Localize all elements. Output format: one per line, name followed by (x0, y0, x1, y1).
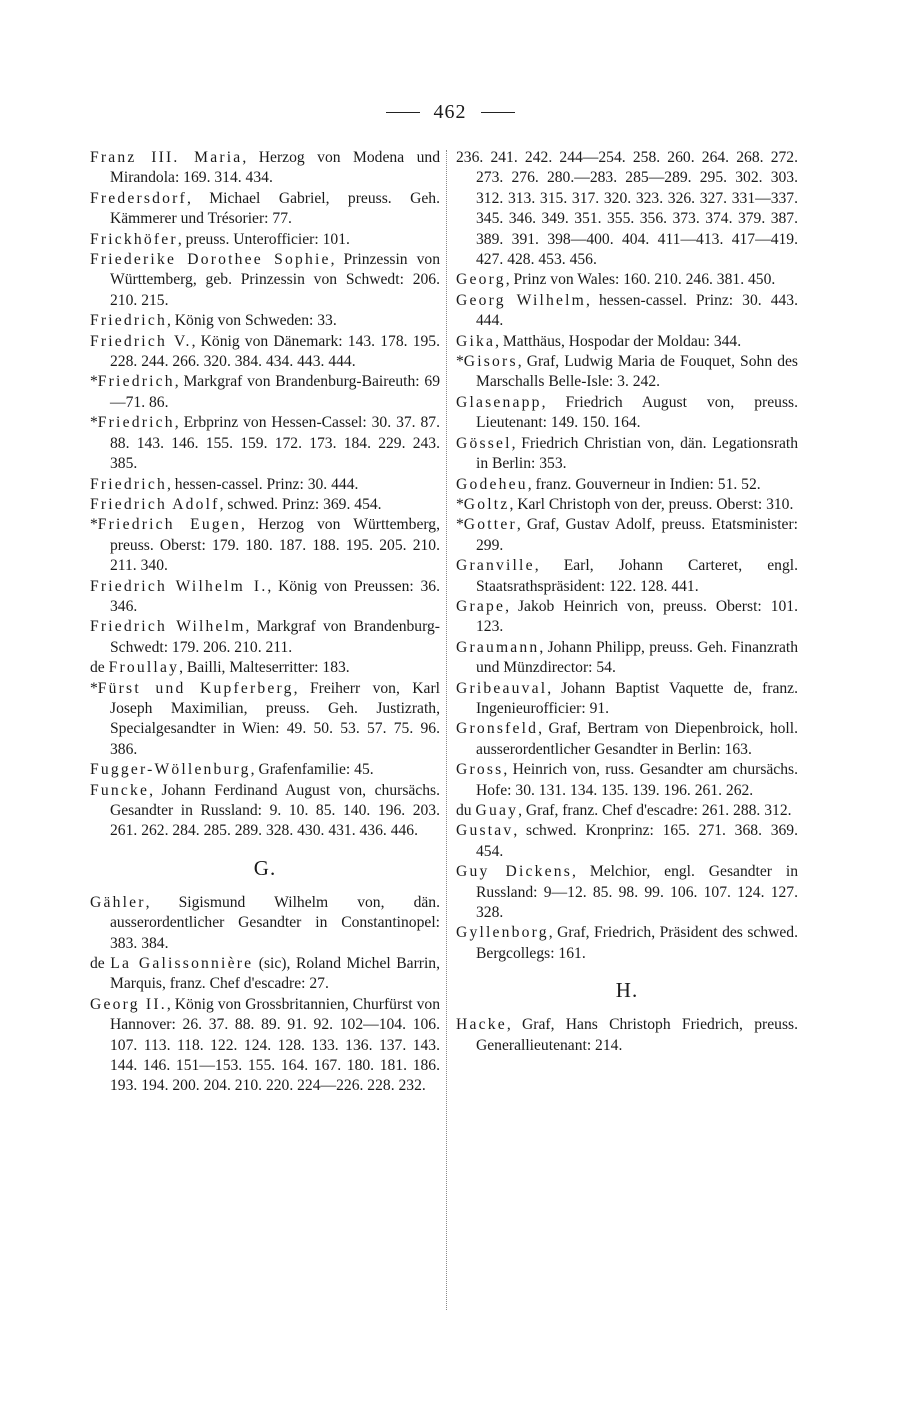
entry-name: Guy Dickens (456, 863, 573, 881)
entry-text: , König von Dänemark: 143. 178. 195. 228. 244. 266. 320. 384. 434. 443. 444. (110, 332, 440, 371)
entry-name: Friedrich (90, 312, 167, 330)
index-entry (90, 311, 440, 331)
entry-name: Friedrich Wilhelm I. (90, 577, 268, 595)
entry-name: Gisors (463, 353, 518, 371)
page-number: 462 (433, 100, 467, 123)
index-entry (90, 495, 440, 515)
entry-text: 236. 241. 242. 244—254. 258. 260. 264. 268. 272. 273. 276. 280.—283. 285—289. 295. 302. 303. 312. 313. 315. 317. 320. 323. 326. 327. 331—337. 345. 346. 349. 351. 355. 356. 373. 374. 379. 387. 389. 391. 398—400. 404. 411—413. 417—419. 427. 428. 453. 456. (456, 149, 798, 269)
entry-text: , Markgraf von Brandenburg-Baireuth: 69—71. 86. (110, 373, 440, 411)
index-entry (90, 475, 440, 495)
entry-asterisk: * (90, 679, 98, 697)
entry-name: Georg (456, 271, 506, 289)
entry-text: , Grafenfamilie: 45. (250, 761, 374, 779)
entry-asterisk: * (456, 353, 464, 371)
entry-name: Franz III. Maria (90, 149, 243, 166)
index-entry (456, 862, 798, 923)
entry-text: , König von Grossbritannien, Churfürst von Hannover: 26. 37. 88. 89. 91. 92. 102—104. 106. 107. 113. 118. 122. 124. 128. 133. 136. 137. 143. 144. 146. 151—153. 155. 164. 167. 180. 181. 186. 193. 194. 200. 204. 210. 220. 224—226. 228. 232. (110, 995, 441, 1095)
entry-name: Gotter (463, 516, 517, 534)
index-entry (456, 291, 798, 332)
index-entry (90, 658, 440, 678)
index-entry (456, 352, 798, 393)
entry-text: (sic), Roland Michel Barrin, Marquis, franz. Chef d'escadre: 27. (110, 955, 440, 993)
entry-text: , Sigismund Wilhelm von, dän. ausserordentlicher Gesandter in Constantinopel: 383. 384. (110, 893, 440, 952)
header-rule-right (481, 112, 515, 113)
entry-name: Friedrich (97, 373, 175, 391)
index-entry-continuation (456, 148, 798, 270)
index-entry (90, 781, 440, 842)
entry-text: , Johann Baptist Vaquette de, franz. Ingenieurofficier: 91. (476, 679, 798, 717)
entry-name: Graumann (456, 638, 540, 656)
page-header (0, 100, 900, 124)
index-entry (90, 413, 440, 474)
entry-name: Glasenapp (456, 393, 542, 411)
entry-text: , Freiherr von, Karl Joseph Maximilian, preuss. Geh. Justizrath, Specialgesandter in Wien: 49. 50. 53. 57. 75. 96. 386. (110, 679, 440, 758)
entry-name: Friedrich V. (90, 332, 192, 350)
column-divider (446, 150, 447, 1310)
entry-asterisk: * (90, 414, 98, 432)
index-entry (456, 475, 798, 495)
section-letter: H. (615, 978, 639, 1003)
entry-text: , Graf, franz. Chef d'escadre: 261. 288. 312. (518, 802, 792, 819)
header-rule-left (386, 112, 420, 113)
entry-name: Gross (456, 761, 504, 779)
entry-text: , Prinzessin von Württemberg, geb. Prinzessin von Schwedt: 206. 210. 215. (110, 251, 440, 309)
entry-name: Friederike Dorothee Sophie (90, 251, 331, 269)
entry-text: , preuss. Unterofficier: 101. (177, 230, 350, 248)
entry-text: , König von Preussen: 36. 346. (110, 577, 440, 615)
index-entry (456, 495, 798, 515)
entry-name: Friedrich Adolf (90, 495, 220, 513)
section-letter: G. (253, 855, 277, 880)
entry-text: , Johann Ferdinand August von, chursächs. Gesandter in Russland: 9. 10. 85. 140. 196. 203. 261. 262. 284. 285. 289. 328. 430. 431. 436. 446. (110, 781, 440, 840)
index-entry (456, 719, 798, 760)
entry-name: Friedrich Eugen (97, 516, 241, 534)
index-entry (456, 1015, 798, 1056)
entry-text: , hessen-cassel. Prinz: 30. 443. 444. (476, 291, 799, 330)
index-entry (456, 801, 798, 821)
entry-text: , franz. Gouverneur in Indien: 51. 52. (527, 475, 761, 493)
entry-text: , Graf, Hans Christoph Friedrich, preuss. Generallieutenant: 214. (476, 1016, 798, 1054)
index-entry (90, 760, 440, 780)
entry-text: , Herzog von Modena und Mirandola: 169. 314. 434. (110, 149, 440, 187)
entry-text: , Bailli, Malteserritter: 183. (179, 659, 350, 677)
entry-asterisk: * (90, 373, 98, 391)
entry-name: Gyllenborg (456, 924, 549, 942)
entry-name: Gähler (90, 893, 146, 911)
entry-name: Fugger-Wöllenburg (90, 761, 251, 779)
entry-name: Hacke (456, 1016, 507, 1034)
entry-name: Godeheu (456, 475, 528, 493)
entry-particle: de (90, 659, 109, 677)
index-entry (456, 679, 798, 720)
entry-name: Friedrich (97, 414, 175, 432)
index-entry (90, 250, 440, 311)
entry-text: , Melchior, engl. Gesandter in Russland: 9—12. 85. 98. 99. 106. 107. 124. 127. 328. (476, 863, 798, 922)
entry-text: , Graf, Ludwig Maria de Fouquet, Sohn des Marschalls Belle-Isle: 3. 242. (476, 353, 798, 391)
index-entry (456, 638, 798, 679)
entry-text: , Karl Christoph von der, preuss. Oberst: 310. (509, 495, 794, 513)
entry-text: , Jakob Heinrich von, preuss. Oberst: 101. 123. (476, 597, 798, 636)
index-column-left (90, 148, 440, 1097)
entry-text: , Graf, Bertram von Diepenbroick, holl. ausserordentlicher Gesandter in Berlin: 163. (476, 720, 798, 758)
entry-particle: de (90, 955, 111, 973)
entry-name: Froullay (108, 659, 180, 677)
entry-text: , Earl, Johann Carteret, engl. Staatsrathspräsident: 122. 128. 441. (476, 557, 798, 595)
entry-text: , Graf, Gustav Adolf, preuss. Etatsminister: 299. (476, 516, 798, 554)
entry-name: Gribeauval (456, 679, 548, 697)
entry-name: Georg Wilhelm (456, 291, 586, 309)
index-entry (456, 556, 798, 597)
index-entry (90, 372, 440, 413)
index-entry (456, 270, 798, 290)
entry-name: Funcke (90, 781, 150, 799)
entry-name: Georg II. (90, 995, 167, 1013)
entry-text: , Markgraf von Brandenburg-Schwedt: 179. 206. 210. 211. (110, 618, 440, 656)
entry-text: , schwed. Kronprinz: 165. 271. 368. 369. 454. (476, 822, 798, 860)
entry-name: Fredersdorf (90, 189, 187, 207)
entry-name: Frickhöfer (90, 230, 178, 248)
entry-text: , Herzog von Württemberg, preuss. Oberst: 179. 180. 187. 188. 195. 205. 210. 211. 340. (110, 516, 440, 575)
index-entry (90, 995, 440, 1097)
entry-asterisk: * (456, 495, 464, 513)
entry-text: , Graf, Friedrich, Präsident des schwed. Bergcollegs: 161. (476, 924, 798, 962)
index-entry (90, 189, 440, 230)
index-entry (90, 617, 440, 658)
index-entry (90, 332, 440, 373)
entry-name: Granville (456, 557, 535, 575)
entry-name: Friedrich (90, 475, 167, 493)
entry-text: , Michael Gabriel, preuss. Geh. Kämmerer und Trésorier: 77. (110, 189, 440, 228)
entry-asterisk: * (456, 516, 464, 534)
entry-name: Friedrich Wilhelm (90, 618, 246, 636)
entry-text: , Friedrich Christian von, dän. Legationsrath in Berlin: 353. (476, 434, 798, 473)
index-entry (456, 597, 798, 638)
entry-name: Fürst und Kupferberg (97, 679, 294, 697)
entry-name: Gössel (456, 434, 512, 452)
entry-name: Gustav (456, 822, 514, 840)
index-entry (456, 393, 798, 434)
entry-name: Gronsfeld (456, 720, 539, 738)
entry-text: , Prinz von Wales: 160. 210. 246. 381. 450. (505, 271, 776, 289)
entry-text: , Erbprinz von Hessen-Cassel: 30. 37. 87. 88. 143. 146. 155. 159. 172. 173. 184. 229. 243. 385. (110, 414, 440, 473)
entry-name: Guay (475, 802, 519, 819)
entry-asterisk: * (90, 516, 98, 534)
index-entry (90, 893, 440, 954)
entry-text: , Friedrich August von, preuss. Lieutenant: 149. 150. 164. (476, 393, 798, 432)
index-entry (90, 515, 440, 576)
index-entry (90, 148, 440, 189)
index-entry (90, 954, 440, 995)
index-entry (90, 577, 440, 618)
index-entry (456, 923, 798, 964)
entry-name: Goltz (463, 495, 510, 513)
index-column-right (456, 148, 798, 1056)
index-entry (456, 821, 798, 862)
entry-text: , schwed. Prinz: 369. 454. (219, 495, 382, 513)
entry-text: , Johann Philipp, preuss. Geh. Finanzrath und Münzdirector: 54. (476, 638, 798, 677)
index-entry (456, 760, 798, 801)
entry-name: Grape (456, 597, 506, 615)
index-entry (90, 230, 440, 250)
index-entry (456, 434, 798, 475)
entry-text: , Heinrich von, russ. Gesandter am chursächs. Hofe: 30. 131. 134. 135. 139. 196. 261. 262. (476, 761, 798, 799)
index-entry (456, 332, 798, 352)
entry-particle: du (456, 802, 476, 819)
entry-text: , hessen-cassel. Prinz: 30. 444. (166, 475, 359, 493)
entry-text: , Matthäus, Hospodar der Moldau: 344. (495, 332, 742, 350)
index-entry (456, 515, 798, 556)
entry-text: , König von Schweden: 33. (166, 312, 337, 330)
index-entry (90, 679, 440, 761)
entry-name: La Galissonnière (110, 955, 254, 973)
entry-name: Gika (456, 332, 496, 350)
